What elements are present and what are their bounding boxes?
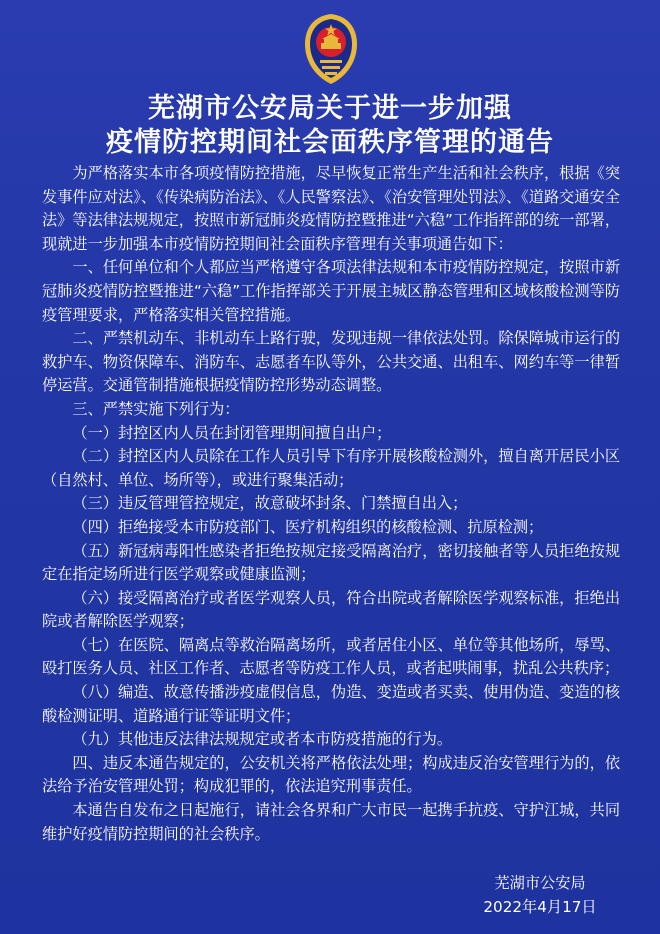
closing-paragraph: 本通告自发布之日起施行，请社会各界和广大市民一起携手抗疫、守护江城，共同维护好疫情防控期间的社会秩序。 <box>42 801 620 843</box>
clause-4: 四、违反本通告规定的，公安机关将严格依法处理；构成违反治安管理行为的，依法给予治安管理处罚；构成犯罪的，依法追究刑事责任。 <box>42 753 620 796</box>
prohibited-item-3: （三）违反管理管控规定，故意破坏封条、门禁擅自出入； <box>72 494 468 513</box>
police-emblem-icon <box>300 12 362 86</box>
issue-date: 2022年4月17日 <box>483 897 597 916</box>
prohibited-item-8: （八）编造、故意传播涉疫虚假信息，伪造、变造或者买卖、使用伪造、变造的核酸检测证明、道路通行证等证明文件； <box>42 683 620 725</box>
intro-paragraph: 为严格落实本市各项疫情防控措施，尽早恢复正常生产生活和社会秩序，根据《突发事件应对法》、《传染病防治法》、《人民警察法》、《治安管理处罚法》、《道路交通安全法》等法律法规规定，按照市新冠肺炎疫情防控暨推进“六稳”工作指挥部的统一部署，现就进一步加强本市疫情防控期间社会面秩序管理有关事项通告如下： <box>42 164 620 253</box>
title-line-1: 芜湖市公安局关于进一步加强 <box>148 93 512 124</box>
prohibited-item-2: （二）封控区内人员除在工作人员引导下有序开展核酸检测外，擅自离开居民小区（自然村、单位、场所等），或进行聚集活动； <box>42 447 620 489</box>
notice-title <box>0 92 660 160</box>
clause-2: 二、严禁机动车、非机动车上路行驶，发现违规一律依法处罚。除保障城市运行的救护车、物资保障车、消防车、志愿者车队等外，公共交通、出租车、网约车等一律暂停运营。交通管制措施根据疫情防控形势动态调整。 <box>42 329 620 395</box>
issuer-name: 芜湖市公安局 <box>494 874 586 892</box>
clause-3: 三、严禁实施下列行为： <box>72 399 240 418</box>
title-line-2: 疫情防控期间社会面秩序管理的通告 <box>106 127 554 158</box>
notice-body <box>42 162 620 846</box>
prohibited-item-4: （四）拒绝接受本市防疫部门、医疗机构组织的核酸检测、抗原检测； <box>72 517 544 536</box>
signature-block <box>470 872 610 919</box>
prohibited-item-5: （五）新冠病毒阳性感染者拒绝按规定接受隔离治疗，密切接触者等人员拒绝按规定在指定场所进行医学观察或健康监测； <box>42 541 620 584</box>
prohibited-item-6: （六）接受隔离治疗或者医学观察人员，符合出院或者解除医学观察标准，拒绝出院或者解除医学观察； <box>42 588 620 631</box>
prohibited-item-7: （七）在医院、隔离点等救治隔离场所，或者居住小区、单位等其他场所，辱骂、殴打医务人员、社区工作者、志愿者等防疫工作人员，或者起哄闹事，扰乱公共秩序； <box>42 635 620 678</box>
clause-1: 一、任何单位和个人都应当严格遵守各项法律法规和本市疫情防控规定，按照市新冠肺炎疫情防控暨推进“六稳”工作指挥部关于开展主城区静态管理和区域核酸检测等防疫管理要求，严格落实相关管控措施。 <box>42 258 620 324</box>
prohibited-item-9: （九）其他违反法律法规规定或者本市防疫措施的行为。 <box>72 730 453 749</box>
prohibited-item-1: （一）封控区内人员在封闭管理期间擅自出户； <box>72 423 392 442</box>
